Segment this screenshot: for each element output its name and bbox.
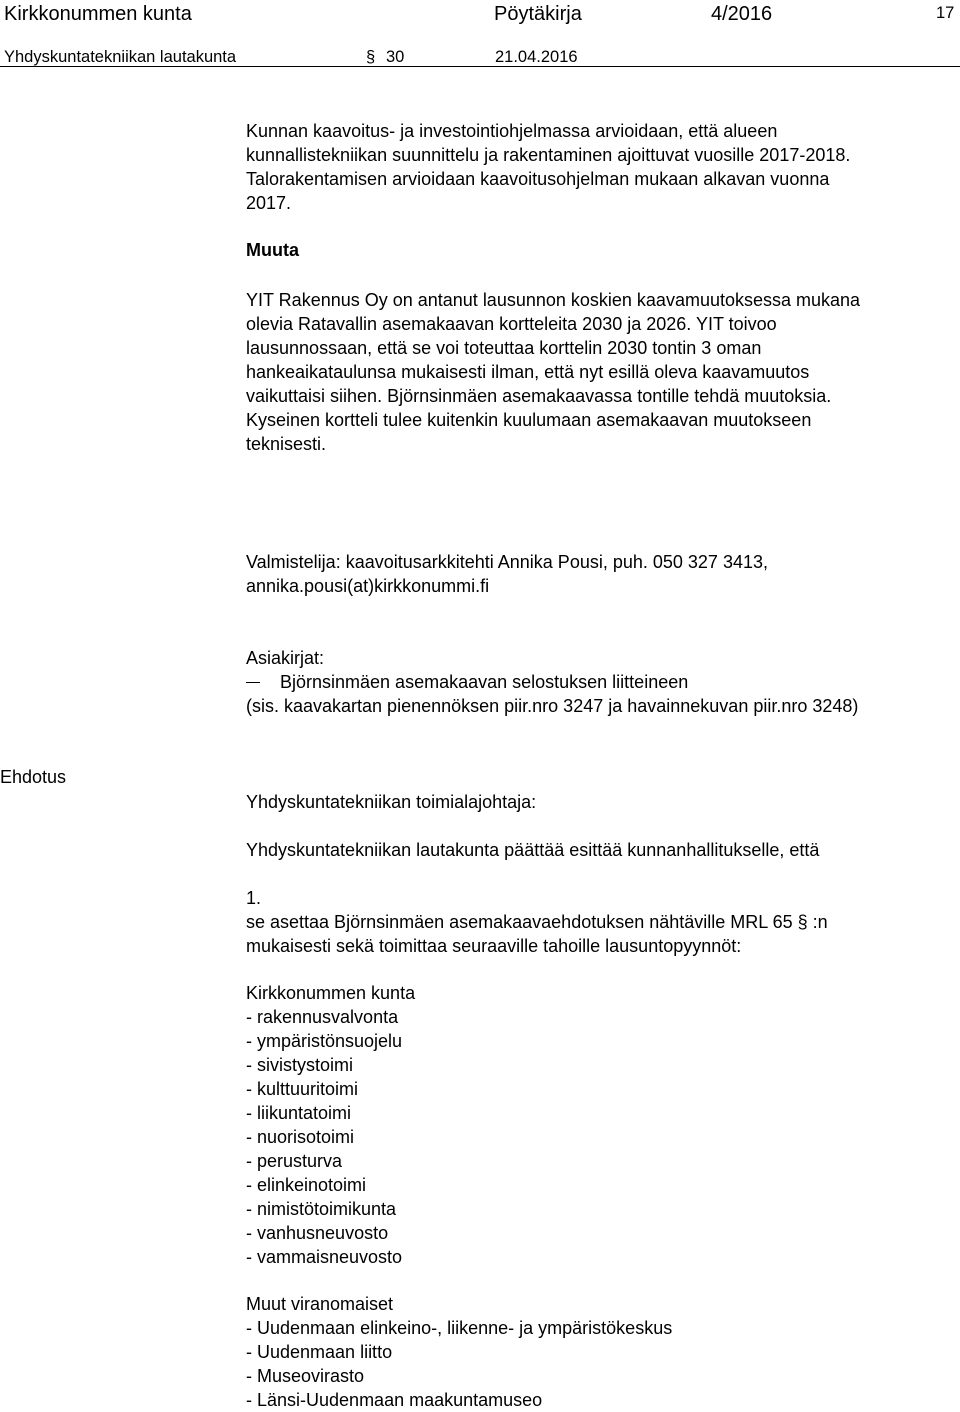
text-line: lausunnossaan, että se voi toteuttaa korttelin 2030 tontin 3 oman xyxy=(246,338,762,358)
text-line: se asettaa Björnsinmäen asemakaavaehdotuksen nähtäville MRL 65 § :n xyxy=(246,912,828,932)
header-rule xyxy=(0,66,960,67)
documents-item-text: Björnsinmäen asemakaavan selostuksen liitteineen xyxy=(280,672,689,692)
list-item: - vammaisneuvosto xyxy=(246,1247,403,1267)
list-item: - Länsi-Uudenmaan maakuntamuseo xyxy=(246,1390,543,1410)
list-item: - nuorisotoimi xyxy=(246,1127,355,1147)
preparer-info xyxy=(246,550,958,598)
section-number: 30 xyxy=(386,48,405,66)
header-municipality: Kirkkonummen kunta xyxy=(4,3,192,25)
text-line: Talorakentamisen arvioidaan kaavoitusohjelman mukaan alkavan vuonna xyxy=(246,169,830,189)
other-recipients xyxy=(246,1292,958,1412)
header-issue: 4/2016 xyxy=(711,3,773,25)
decision-item-1 xyxy=(246,886,958,958)
item-number: 1. xyxy=(246,888,262,908)
paragraph-yit-statement xyxy=(246,288,958,456)
heading-muuta: Muuta xyxy=(246,240,299,260)
preparer-email: annika.pousi(at)kirkkonummi.fi xyxy=(246,576,490,596)
other-heading: Muut viranomaiset xyxy=(246,1294,394,1314)
list-item: - kulttuuritoimi xyxy=(246,1079,359,1099)
documents-section xyxy=(246,646,958,718)
header-committee: Yhdyskuntatekniikan lautakunta xyxy=(4,48,237,66)
list-item: - vanhusneuvosto xyxy=(246,1223,389,1243)
text-line: kunnallistekniikan suunnittelu ja rakentaminen ajoittuvat vuosille 2017-2018. xyxy=(246,145,851,165)
text-line: Kunnan kaavoitus- ja investointiohjelmassa arvioidaan, että alueen xyxy=(246,121,778,141)
list-item: - rakennusvalvonta xyxy=(246,1007,399,1027)
text-line: Valmistelija: kaavoitusarkkitehti Annika Pousi, puh. 050 327 3413, xyxy=(246,552,768,572)
text-line: mukaisesti sekä toimittaa seuraaville tahoille lausuntopyynnöt: xyxy=(246,936,742,956)
list-item: - ympäristönsuojelu xyxy=(246,1031,403,1051)
page-number: 17 xyxy=(936,4,955,22)
list-item: - sivistystoimi xyxy=(246,1055,353,1075)
text-line: vaikuttaisi siihen. Björnsinmäen asemakaavassa tontille tehdä muutoksia. xyxy=(246,386,832,406)
text-line: hankeaikataulunsa mukaisesti ilman, että nyt esillä oleva kaavamuutos xyxy=(246,362,810,382)
dash-bullet-icon xyxy=(246,682,260,683)
documents-item xyxy=(246,670,958,694)
header-date: 21.04.2016 xyxy=(495,48,578,66)
section-sign: § xyxy=(366,48,376,66)
text-line: Kyseinen kortteli tulee kuitenkin kuulumaan asemakaavan muutokseen xyxy=(246,410,812,430)
list-item: - liikuntatoimi xyxy=(246,1103,352,1123)
list-item: - Uudenmaan elinkeino-, liikenne- ja ympäristökeskus xyxy=(246,1318,673,1338)
text-line: olevia Ratavallin asemakaavan kortteleita 2030 ja 2026. YIT toivoo xyxy=(246,314,777,334)
documents-label: Asiakirjat: xyxy=(246,648,325,668)
text-line: teknisesti. xyxy=(246,434,327,454)
text-line: YIT Rakennus Oy on antanut lausunnon koskien kaavamuutoksessa mukana xyxy=(246,290,861,310)
paragraph-schedule xyxy=(246,119,958,215)
list-item: - Museovirasto xyxy=(246,1366,365,1386)
municipal-recipients xyxy=(246,981,958,1269)
documents-item-cont: (sis. kaavakartan pienennöksen piir.nro 3247 ja havainnekuvan piir.nro 3248) xyxy=(246,696,859,716)
header-doc-type: Pöytäkirja xyxy=(494,3,582,25)
text-line: 2017. xyxy=(246,193,292,213)
municipal-heading: Kirkkonummen kunta xyxy=(246,983,416,1003)
list-item: - nimistötoimikunta xyxy=(246,1199,397,1219)
proposal-by: Yhdyskuntatekniikan toimialajohtaja: xyxy=(246,792,537,812)
proposal-label: Ehdotus xyxy=(0,767,67,787)
list-item: - perusturva xyxy=(246,1151,343,1171)
list-item: - elinkeinotoimi xyxy=(246,1175,367,1195)
list-item: - Uudenmaan liitto xyxy=(246,1342,393,1362)
decision-line: Yhdyskuntatekniikan lautakunta päättää esittää kunnanhallitukselle, että xyxy=(246,840,820,860)
